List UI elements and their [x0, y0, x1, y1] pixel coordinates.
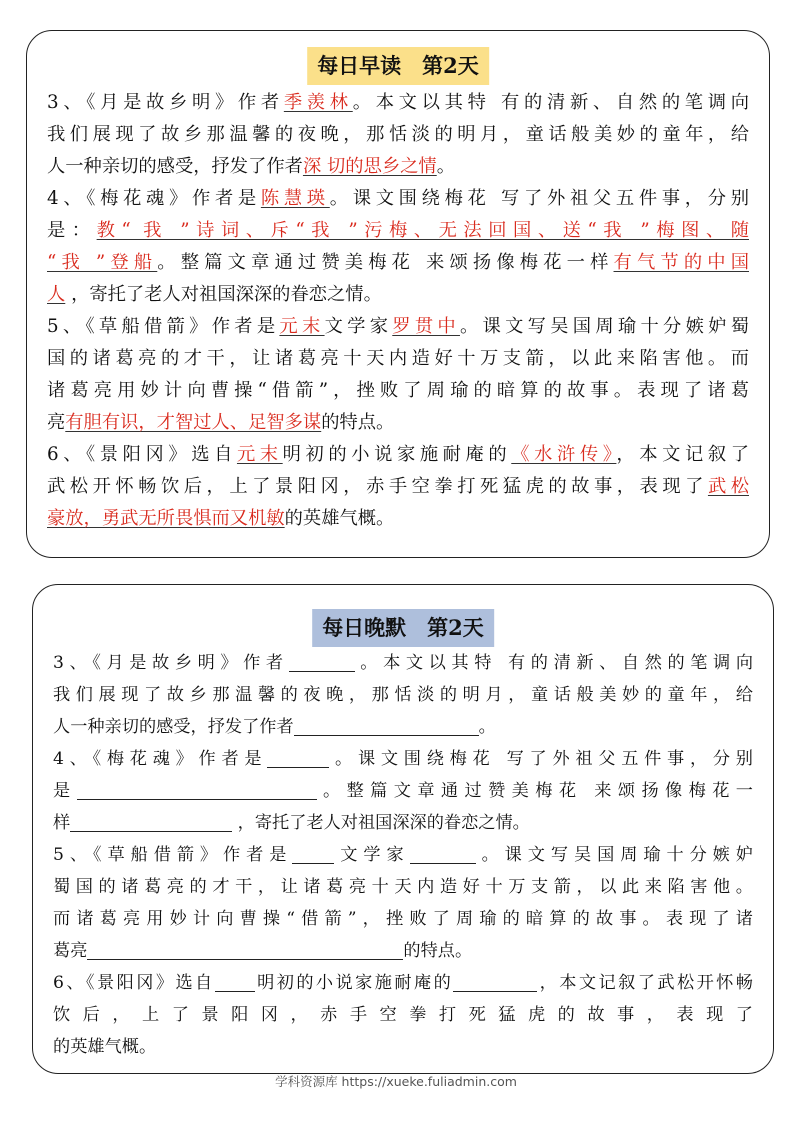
- text-segment: 诸葛亮用妙计向曹操“借箭”，挫败了周瑜的暗算的故事。表现了诸葛: [47, 380, 749, 401]
- text-segment: 是：: [47, 220, 97, 241]
- evening-content: [53, 647, 753, 1063]
- morning-text-line: [47, 87, 749, 119]
- answer-text: 罗贯中: [392, 316, 460, 337]
- evening-text-line: [53, 903, 753, 935]
- answer-text: 教“ 我 ”诗词、斥“我 ”污梅、无法回国、送“我 ”梅图、随: [96, 220, 749, 241]
- answer-text: 有气节的中国: [613, 252, 749, 273]
- morning-text-line: [47, 439, 749, 471]
- morning-text-line: [47, 471, 749, 503]
- text-segment: 我们展现了故乡那温馨的夜晚，那恬淡的明月，童话般美妙的童年，给: [53, 685, 753, 705]
- text-segment: 的特点。: [403, 941, 473, 961]
- text-segment: 。课文写吴国周瑜十分嫉妒: [475, 845, 753, 865]
- text-segment: 武松开怀畅饮后，上了景阳冈，赤手空拳打死猛虎的故事，表现了: [47, 476, 708, 497]
- text-segment: 5、《草船借箭》作者是: [47, 316, 280, 337]
- morning-reading-panel: [26, 30, 770, 558]
- morning-text-line: [47, 215, 749, 247]
- answer-text: 陈慧瑛: [260, 188, 330, 209]
- morning-content: [47, 87, 749, 535]
- answer-blank[interactable]: [453, 969, 537, 992]
- text-segment: 。本文以其特 有的清新、自然的笔调向: [354, 653, 753, 673]
- answer-blank[interactable]: [289, 649, 355, 672]
- evening-text-line: [53, 1031, 753, 1063]
- text-segment: ，本文记叙了: [616, 444, 749, 465]
- text-segment: 4、《梅花魂》作者是: [47, 188, 261, 209]
- answer-blank[interactable]: [410, 841, 476, 864]
- text-segment: 。整篇文章通过赞美梅花 来颂扬像梅花一样: [157, 252, 614, 273]
- text-segment: 人一种亲切的感受，抒发了作者: [53, 717, 294, 737]
- evening-text-line: [53, 871, 753, 903]
- evening-text-line: [53, 935, 753, 967]
- answer-blank[interactable]: [77, 777, 317, 800]
- answer-blank[interactable]: [87, 937, 403, 960]
- text-segment: 我们展现了故乡那温馨的夜晚，那恬淡的明月，童话般美妙的童年，给: [47, 124, 749, 145]
- text-segment: 的英雄气概。: [53, 1037, 157, 1057]
- text-segment: 文学家: [324, 316, 393, 337]
- evening-text-line: [53, 999, 753, 1031]
- text-segment: 的英雄气概。: [284, 508, 395, 529]
- morning-text-line: [47, 503, 749, 535]
- answer-text: 《水浒传》: [511, 444, 617, 465]
- answer-text: 元末: [279, 316, 325, 337]
- morning-text-line: [47, 279, 749, 311]
- evening-text-line: [53, 839, 753, 871]
- answer-blank[interactable]: [292, 841, 334, 864]
- morning-text-line: [47, 343, 749, 375]
- text-segment: 是: [53, 781, 77, 801]
- answer-text: 深 切的思乡之情: [302, 156, 437, 177]
- answer-text: 人: [47, 284, 66, 305]
- text-segment: 明初的小说家施耐庵的: [254, 973, 454, 993]
- answer-text: 元末: [236, 444, 283, 465]
- answer-blank[interactable]: [267, 745, 329, 768]
- text-segment: 蜀国的诸葛亮的才干，让诸葛亮十天内造好十万支箭，以此来陷害他。: [53, 877, 753, 897]
- morning-text-line: [47, 183, 749, 215]
- answer-blank[interactable]: [294, 713, 479, 736]
- text-segment: 而诸葛亮用妙计向曹操“借箭”，挫败了周瑜的暗算的故事。表现了诸: [53, 909, 753, 929]
- text-segment: 文学家: [334, 845, 410, 865]
- evening-text-line: [53, 807, 753, 839]
- text-segment: 。课文写吴国周瑜十分嫉妒蜀: [459, 316, 749, 337]
- text-segment: 样: [53, 813, 71, 833]
- morning-text-line: [47, 247, 749, 279]
- text-segment: 的特点。: [321, 412, 395, 433]
- text-segment: 国的诸葛亮的才干，让诸葛亮十天内造好十万支箭，以此来陷害他。而: [47, 348, 749, 369]
- text-segment: 6、《景阳冈》选自: [47, 444, 237, 465]
- answer-text: 武松: [707, 476, 749, 497]
- text-segment: 3、《月是故乡明》作者: [47, 92, 284, 113]
- text-segment: 。: [436, 156, 455, 177]
- text-segment: 。: [478, 717, 496, 737]
- text-segment: 。本文以其特 有的清新、自然的笔调向: [352, 92, 749, 113]
- evening-title: 每日晚默 第2天: [312, 609, 494, 647]
- answer-text: 有胆有识，才智过人、足智多谋: [65, 412, 322, 433]
- text-segment: 葛亮: [53, 941, 88, 961]
- answer-text: 季羡林: [283, 92, 353, 113]
- morning-text-line: [47, 407, 749, 439]
- text-segment: ，本文记叙了武松开怀畅: [537, 973, 753, 993]
- evening-text-line: [53, 647, 753, 679]
- morning-text-line: [47, 151, 749, 183]
- text-segment: 明初的小说家施耐庵的: [282, 444, 512, 465]
- text-segment: 5、《草船借箭》作者是: [53, 845, 293, 865]
- answer-text: “我 ”登船: [47, 252, 158, 273]
- answer-blank[interactable]: [215, 969, 255, 992]
- evening-dictation-panel: [32, 584, 774, 1074]
- text-segment: 人一种亲切的感受，抒发了作者: [47, 156, 303, 177]
- text-segment: ，寄托了老人对祖国深深的眷恋之情。: [65, 284, 382, 305]
- text-segment: 4、《梅花魂》作者是: [53, 749, 268, 769]
- morning-text-line: [47, 119, 749, 151]
- text-segment: 亮: [47, 412, 66, 433]
- text-segment: 饮后，上了景阳冈，赤手空拳打死猛虎的故事，表现了: [53, 1005, 753, 1025]
- text-segment: 。整篇文章通过赞美梅花 来颂扬像梅花一: [316, 781, 753, 801]
- morning-title: 每日早读 第2天: [307, 47, 489, 85]
- text-segment: 。课文围绕梅花 写了外祖父五件事，分别: [329, 749, 753, 769]
- footer-watermark: 学科资源库 https://xueke.fuliadmin.com: [275, 1074, 517, 1089]
- evening-text-line: [53, 775, 753, 807]
- text-segment: 。课文围绕梅花 写了外祖父五件事，分别: [329, 188, 749, 209]
- evening-text-line: [53, 743, 753, 775]
- answer-blank[interactable]: [70, 809, 232, 832]
- evening-text-line: [53, 711, 753, 743]
- answer-text: 豪放，勇武无所畏惧而又机敏: [47, 508, 285, 529]
- text-segment: 3、《月是故乡明》作者: [53, 653, 289, 673]
- evening-text-line: [53, 967, 753, 999]
- morning-text-line: [47, 311, 749, 343]
- morning-text-line: [47, 375, 749, 407]
- evening-text-line: [53, 679, 753, 711]
- text-segment: ，寄托了老人对祖国深深的眷恋之情。: [232, 813, 530, 833]
- text-segment: 6、《景阳冈》选自: [53, 973, 215, 993]
